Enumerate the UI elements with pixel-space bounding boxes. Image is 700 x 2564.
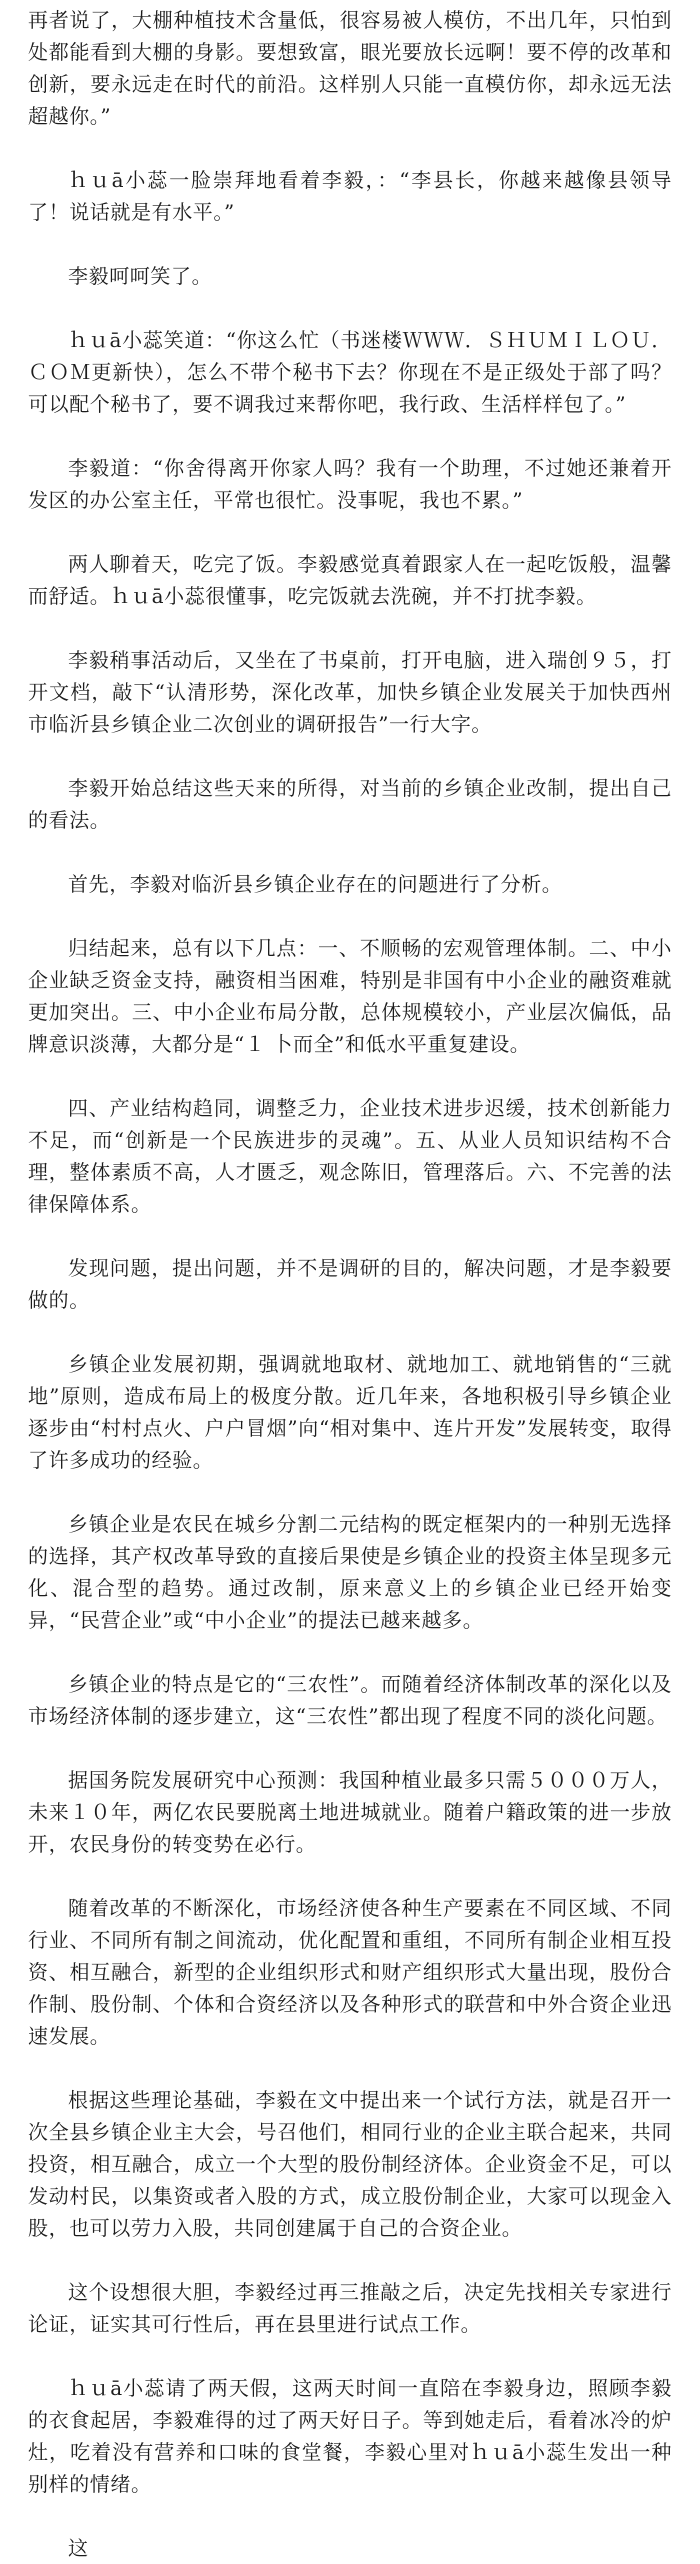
- paragraph: 两人聊着天，吃完了饭。李毅感觉真着跟家人在一起吃饭般，温馨而舒适。ｈｕā小蕊很懂事，吃完饭就去洗碗，并不打扰李毅。: [28, 552, 672, 608]
- paragraph: 乡镇企业是农民在城乡分割二元结构的既定框架内的一种别无选择的选择，其产权改革导致的直接后果使是乡镇企业的投资主体呈现多元化、混合型的趋势。通过改制，原来意义上的乡镇企业已经开始变异，“民营企业”或“中小企业”的提法已越来越多。: [28, 1512, 672, 1632]
- paragraph: 四、产业结构趋同，调整乏力，企业技术进步迟缓，技术创新能力不足，而“创新是一个民族进步的灵魂”。五、从业人员知识结构不合理，整体素质不高，人才匮乏，观念陈旧，管理落后。六、不完善的法律保障体系。: [28, 1096, 672, 1216]
- paragraph: 乡镇企业的特点是它的“三农性”。而随着经济体制改革的深化以及市场经济体制的逐步建立，这“三农性”都出现了程度不同的淡化问题。: [28, 1672, 672, 1728]
- paragraph: 发现问题，提出问题，并不是调研的目的，解决问题，才是李毅要做的。: [28, 1256, 672, 1312]
- paragraph: 这: [68, 2536, 89, 2560]
- paragraph: ｈｕā小蕊一脸崇拜地看着李毅，：“李县长，你越来越像县领导了！说话就是有水平。”: [28, 168, 672, 224]
- paragraph: 李毅道：“你舍得离开你家人吗？我有一个助理，不过她还兼着开发区的办公室主任，平常也很忙。没事呢，我也不累。”: [28, 456, 672, 512]
- paragraph: 李毅稍事活动后，又坐在了书桌前，打开电脑，进入瑞创９５，打开文档，敲下“认清形势，深化改革，加快乡镇企业发展关于加快西州市临沂县乡镇企业二次创业的调研报告”一行大字。: [28, 648, 672, 736]
- paragraph: 乡镇企业发展初期，强调就地取材、就地加工、就地销售的“三就地”原则，造成布局上的极度分散。近几年来，各地积极引导乡镇企业逐步由“村村点火、户户冒烟”向“相对集中、连片开发”发展转变，取得了许多成功的经验。: [28, 1352, 672, 1472]
- paragraph: 归结起来，总有以下几点：一、不顺畅的宏观管理体制。二、中小企业缺乏资金支持，融资相当困难，特别是非国有中小企业的融资难就更加突出。三、中小企业布局分散，总体规模较小，产业层次偏低，品牌意识淡薄，大都分是“１ 卜而全”和低水平重复建设。: [28, 936, 672, 1056]
- paragraph: 首先，李毅对临沂县乡镇企业存在的问题进行了分析。: [68, 872, 563, 896]
- paragraph: 随着改革的不断深化，市场经济使各种生产要素在不同区域、不同行业、不同所有制之间流动，优化配置和重组，不同所有制企业相互投资、相互融合，新型的企业组织形式和财产组织形式大量出现，股份合作制、股份制、个体和合资经济以及各种形式的联营和中外合资企业迅速发展。: [28, 1896, 672, 2048]
- paragraph: 李毅呵呵笑了。: [68, 264, 213, 288]
- paragraph: ｈｕā小蕊请了两天假，这两天时间一直陪在李毅身边，照顾李毅的衣食起居，李毅难得的过了两天好日子。等到她走后，看着冰冷的炉灶，吃着没有营养和口味的食堂餐，李毅心里对ｈｕā小蕊生发出一种别样的情绪。: [28, 2376, 672, 2496]
- paragraph: 据国务院发展研究中心预测：我国种植业最多只需５０００万人，未来１０年，两亿农民要脱离土地进城就业。随着户籍政策的进一步放开，农民身份的转变势在必行。: [28, 1768, 672, 1856]
- paragraph: 根据这些理论基础，李毅在文中提出来一个试行方法，就是召开一次全县乡镇企业主大会，号召他们，相同行业的企业主联合起来，共同投资，相互融合，成立一个大型的股份制经济体。企业资金不足，可以发动村民，以集资或者入股的方式，成立股份制企业，大家可以现金入股，也可以劳力入股，共同创建属于自己的合资企业。: [28, 2088, 672, 2240]
- paragraph: 这个设想很大胆，李毅经过再三推敲之后，决定先找相关专家进行论证，证实其可行性后，再在县里进行试点工作。: [28, 2280, 672, 2336]
- paragraph: 李毅开始总结这些天来的所得，对当前的乡镇企业改制，提出自己的看法。: [28, 776, 672, 832]
- paragraph: ｈｕā小蕊笑道：“你这么忙（书迷楼ＷＷＷ．ＳＨＵＭＩＬＯＵ．ＣＯＭ更新快），怎么不带个秘书下去？你现在不是正级处于部了吗？可以配个秘书了，要不调我过来帮你吧，我行政、生活样样包了。”: [28, 328, 672, 416]
- paragraph: 再者说了，大棚种植技术含量低，很容易被人模仿，不出几年，只怕到处都能看到大棚的身影。要想致富，眼光要放长远啊！要不停的改革和创新，要永远走在时代的前沿。这样别人只能一直模仿你，却永远无法超越你。”: [28, 8, 672, 128]
